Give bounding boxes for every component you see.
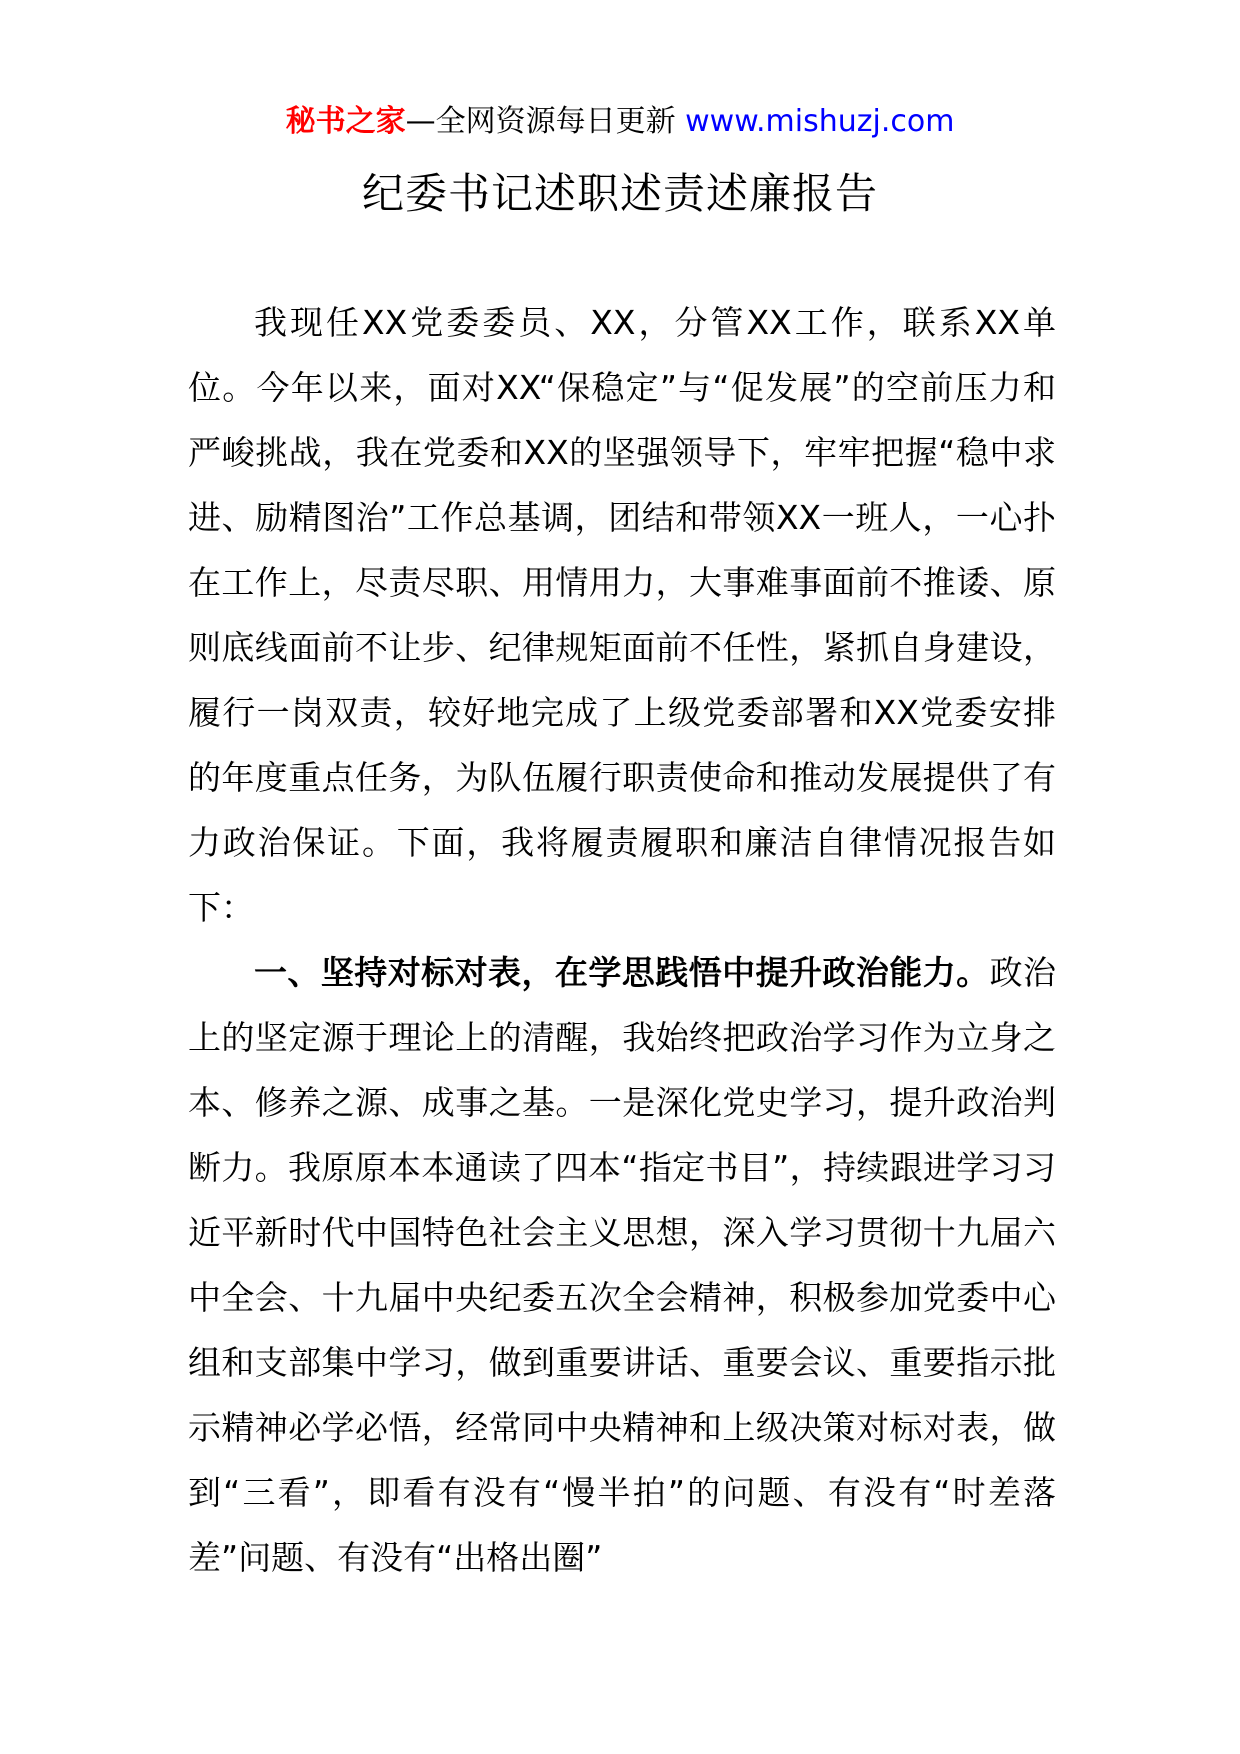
- intro-paragraph: [188, 290, 1056, 940]
- document-body: [188, 290, 1056, 1590]
- intro-paragraph-text: 我现任XX党委委员、XX，分管XX工作，联系XX单位。今年以来，面对XX“保稳定”与“促发展”的空前压力和严峻挑战，我在党委和XX的坚强领导下，牢牢把握“稳中求进、励精图治”工作总基调，团结和带领XX一班人，一心扑在工作上，尽责尽职、用情用力，大事难事面前不推诿、原则底线面前不让步、纪律规矩面前不任性，紧抓自身建设，履行一岗双责，较好地完成了上级党委部署和XX党委安排的年度重点任务，为队伍履行职责使命和推动发展提供了有力政治保证。下面，我将履责履职和廉洁自律情况报告如下：: [188, 303, 1056, 927]
- site-slogan: —全网资源每日更新: [405, 104, 686, 139]
- section-one-heading: 一、坚持对标对表，在学思践悟中提升政治能力。: [254, 953, 990, 992]
- section-one-text: 政治上的坚定源于理论上的清醒，我始终把政治学习作为立身之本、修养之源、成事之基。一是深化党史学习，提升政治判断力。我原原本本通读了四本“指定书目”，持续跟进学习习近平新时代中国特色社会主义思想，深入学习贯彻十九届六中全会、十九届中央纪委五次全会精神，积极参加党委中心组和支部集中学习，做到重要讲话、重要会议、重要指示批示精神必学必悟，经常同中央精神和上级决策对标对表，做到“三看”，即看有没有“慢半拍”的问题、有没有“时差落差”问题、有没有“出格出圈”: [188, 953, 1057, 1577]
- document-title: 纪委书记述职述责述廉报告: [361, 169, 878, 218]
- section-one-paragraph: [188, 940, 1056, 1590]
- site-brand: 秘书之家: [285, 104, 406, 139]
- site-header: [0, 102, 1240, 142]
- site-url-link[interactable]: www.mishuzj.com: [685, 104, 955, 139]
